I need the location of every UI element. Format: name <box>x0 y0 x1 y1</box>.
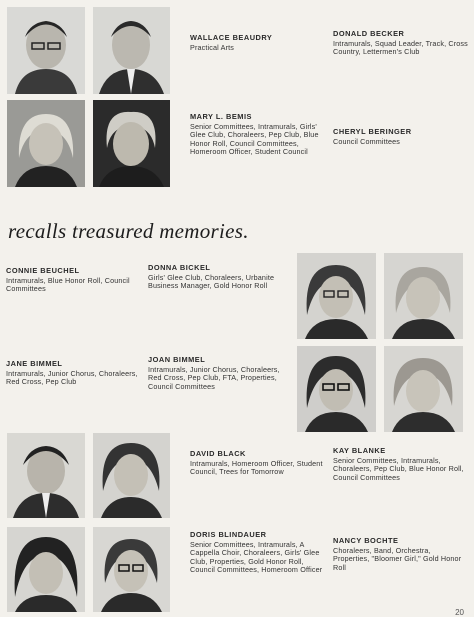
student-entry <box>190 34 320 52</box>
student-name: JOAN BIMMEL <box>148 355 206 364</box>
student-activities: Choraleers, Band, Orchestra, Properties, "Bloomer Girl," Gold Honor Roll <box>333 545 462 572</box>
student-name: KAY BLANKE <box>333 446 386 455</box>
student-activities: Intramurals, Junior Chorus, Choraleers, Red Cross, Pep Club <box>6 368 138 387</box>
student-entry <box>148 264 282 291</box>
student-activities: Senior Committees, Intramurals, Girls' Glee Club, Choraleers, Pep Club, Blue Honor Roll, Council Committees, Homeroom Officer, Student Council <box>190 121 319 157</box>
student-name: CONNIE BEUCHEL <box>6 266 80 275</box>
student-activities: Intramurals, Homeroom Officer, Student Council, Trees for Tomorrow <box>190 458 323 477</box>
portrait-photo <box>384 346 463 432</box>
student-name: DAVID BLACK <box>190 449 246 458</box>
portrait-photo <box>7 100 85 187</box>
page-tagline: recalls treasured memories. <box>8 219 249 243</box>
student-entry <box>333 30 468 57</box>
portrait-photo <box>7 433 85 518</box>
portrait-photo <box>93 100 170 187</box>
student-activities: Senior Committees, Intramurals, Choraleers, Pep Club, Blue Honor Roll, Council Committees <box>333 455 464 482</box>
student-activities: Intramurals, Blue Honor Roll, Council Committees <box>6 275 130 294</box>
portrait-photo <box>297 253 376 339</box>
student-name: JANE BIMMEL <box>6 359 63 368</box>
student-entry <box>190 450 324 477</box>
student-activities: Intramurals, Squad Leader, Track, Cross Country, Lettermen's Club <box>333 38 468 57</box>
student-name: DORIS BLINDAUER <box>190 530 267 539</box>
student-name: DONNA BICKEL <box>148 263 211 272</box>
student-entry <box>148 356 282 391</box>
student-activities: Intramurals, Junior Chorus, Choraleers, Red Cross, Pep Club, FTA, Properties, Council Committees <box>148 364 280 391</box>
student-name: CHERYL BERINGER <box>333 127 412 136</box>
portrait-photo <box>384 253 463 339</box>
student-activities: Council Committees <box>333 136 401 146</box>
portrait-photo <box>93 433 170 518</box>
student-name: DONALD BECKER <box>333 29 405 38</box>
student-entry <box>190 113 324 157</box>
student-entry <box>6 360 140 387</box>
portrait-photo <box>297 346 376 432</box>
portrait-photo <box>7 7 85 94</box>
portrait-photo <box>7 527 85 612</box>
student-activities: Girls' Glee Club, Choraleers, Urbanite Business Manager, Gold Honor Roll <box>148 272 275 291</box>
portrait-photo <box>93 7 170 94</box>
student-activities: Practical Arts <box>190 42 235 52</box>
student-name: WALLACE BEAUDRY <box>190 33 273 42</box>
student-entry <box>6 267 140 294</box>
student-entry <box>333 447 468 482</box>
student-name: MARY L. BEMIS <box>190 112 252 121</box>
page-number: 20 <box>455 608 464 617</box>
student-name: NANCY BOCHTE <box>333 536 399 545</box>
student-entry <box>190 531 324 575</box>
student-entry <box>333 537 468 572</box>
portrait-photo <box>93 527 170 612</box>
student-activities: Senior Committees, Intramurals, A Cappella Choir, Choraleers, Girls' Glee Club, Properties, Gold Honor Roll, Council Committees, Homeroom Officer <box>190 539 323 575</box>
student-entry <box>333 128 468 146</box>
